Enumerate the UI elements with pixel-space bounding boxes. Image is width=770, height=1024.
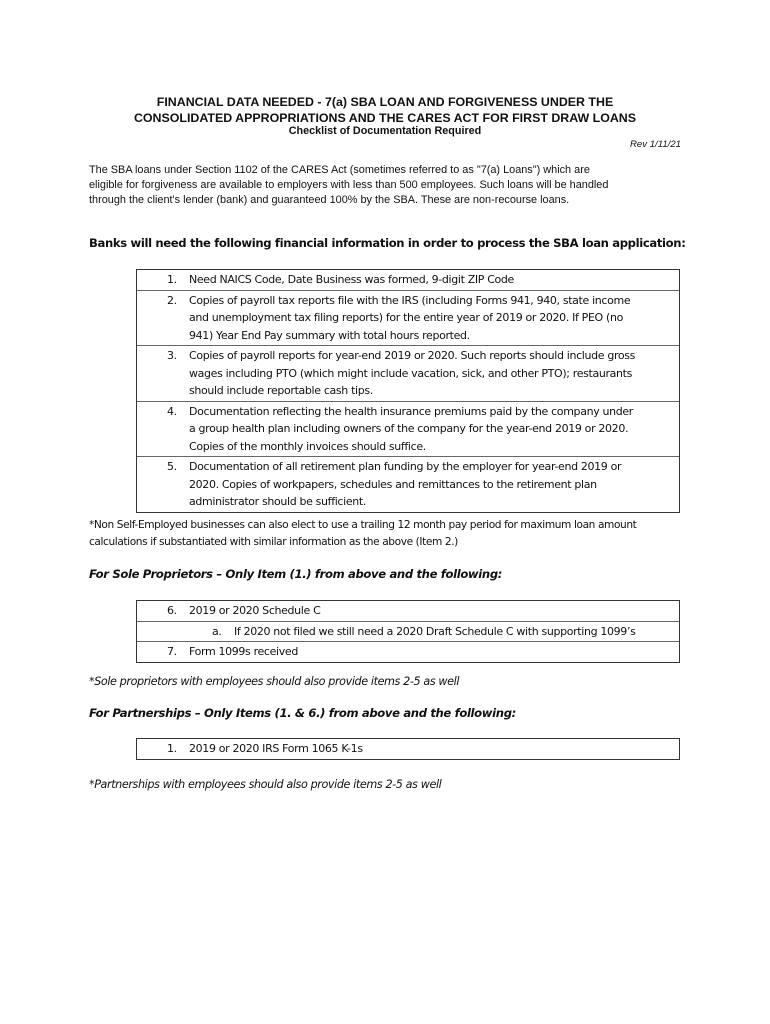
intro-line: The SBA loans under Section 1102 of the CARES Act (sometimes referred to as "7(a) Loans") which are [89, 164, 590, 176]
item-number: a. [212, 624, 222, 638]
intro-line: eligible for forgiveness are available to employers with less than 500 employees. Such loans will be handled [89, 179, 609, 191]
item-text: a group health plan including owners of the company for the year-end 2019 or 2020. [189, 422, 629, 435]
item-text: 941) Year End Pay summary with total hours reported. [189, 328, 470, 342]
intro-line: through the client's lender (bank) and guaranteed 100% by the SBA. These are non-recourse loans. [89, 194, 570, 206]
item-text: and unemployment tax filing reports) for the entire year of 2019 or 2020. If PEO (no [189, 311, 623, 324]
item-number: 1. [167, 742, 177, 755]
item-number: 6. [167, 604, 177, 617]
intro-paragraph [89, 163, 689, 208]
document-title-line-1: FINANCIAL DATA NEEDED - 7(a) SBA LOAN AND FORGIVENESS UNDER THE [156, 95, 614, 109]
table-row [137, 456, 679, 512]
item-text: wages including PTO (which might include vacation, sick, and other PTO); restaurants [189, 366, 633, 380]
item-text: Copies of payroll tax reports file with the IRS (including Forms 941, 940, state income [189, 293, 631, 307]
note-line: *Non Self-Employed businesses can also elect to use a trailing 12 month pay period for maximum loan amount [89, 519, 637, 531]
item-text: should include reportable cash tips. [189, 384, 373, 397]
item-number: 5. [167, 460, 177, 473]
sole-proprietor-note: *Sole proprietors with employees should also provide items 2-5 as well [89, 675, 460, 688]
item-text: Copies of the monthly invoices should suffice. [189, 439, 426, 453]
note-line: calculations if substantiated with similar information as the above (Item 2.) [89, 536, 458, 548]
revision-date: Rev 1/11/21 [629, 139, 681, 150]
item-number: 1. [167, 273, 177, 286]
item-number: 7. [167, 645, 177, 658]
item-text: 2019 or 2020 Schedule C [189, 604, 321, 617]
item-text: Need NAICS Code, Date Business was formed, 9-digit ZIP Code [189, 273, 514, 286]
item-text: If 2020 not filed we still need a 2020 Draft Schedule C with supporting 1099’s [234, 624, 636, 638]
item-text: administrator should be sufficient. [189, 495, 366, 508]
document-subtitle: Checklist of Documentation Required [288, 125, 482, 137]
item-text: Documentation reflecting the health insurance premiums paid by the company under [189, 404, 633, 418]
sole-proprietor-table [136, 600, 680, 663]
partnership-table [136, 738, 680, 760]
bank-requirements-table [136, 269, 680, 513]
partnerships-heading: For Partnerships – Only Items (1. & 6.) from above and the following: [89, 706, 516, 720]
table-row [137, 345, 679, 401]
partnerships-note: *Partnerships with employees should also provide items 2-5 as well [89, 778, 442, 791]
item-number: 3. [167, 349, 177, 362]
item-text: Copies of payroll reports for year-end 2019 or 2020. Such reports should include gross [189, 349, 636, 362]
item-text: Documentation of all retirement plan funding by the employer for year-end 2019 or [189, 460, 622, 473]
table-row [137, 739, 679, 759]
non-self-employed-note [89, 517, 689, 551]
table-row [137, 401, 679, 457]
sole-proprietors-heading: For Sole Proprietors – Only Item (1.) from above and the following: [89, 567, 503, 581]
table-row [137, 290, 679, 346]
table-row [137, 621, 679, 642]
table-row [137, 601, 679, 621]
table-row [137, 270, 679, 290]
item-text: 2019 or 2020 IRS Form 1065 K-1s [189, 742, 363, 755]
item-text: Form 1099s received [189, 645, 298, 658]
table-row [137, 641, 679, 662]
banks-section-heading: Banks will need the following financial information in order to process the SBA loan application: [89, 236, 686, 250]
item-text: 2020. Copies of workpapers, schedules and remittances to the retirement plan [189, 477, 597, 491]
item-number: 4. [167, 404, 177, 418]
document-title-line-2: CONSOLIDATED APPROPRIATIONS AND THE CARES ACT FOR FIRST DRAW LOANS [133, 111, 637, 125]
item-number: 2. [167, 293, 177, 307]
